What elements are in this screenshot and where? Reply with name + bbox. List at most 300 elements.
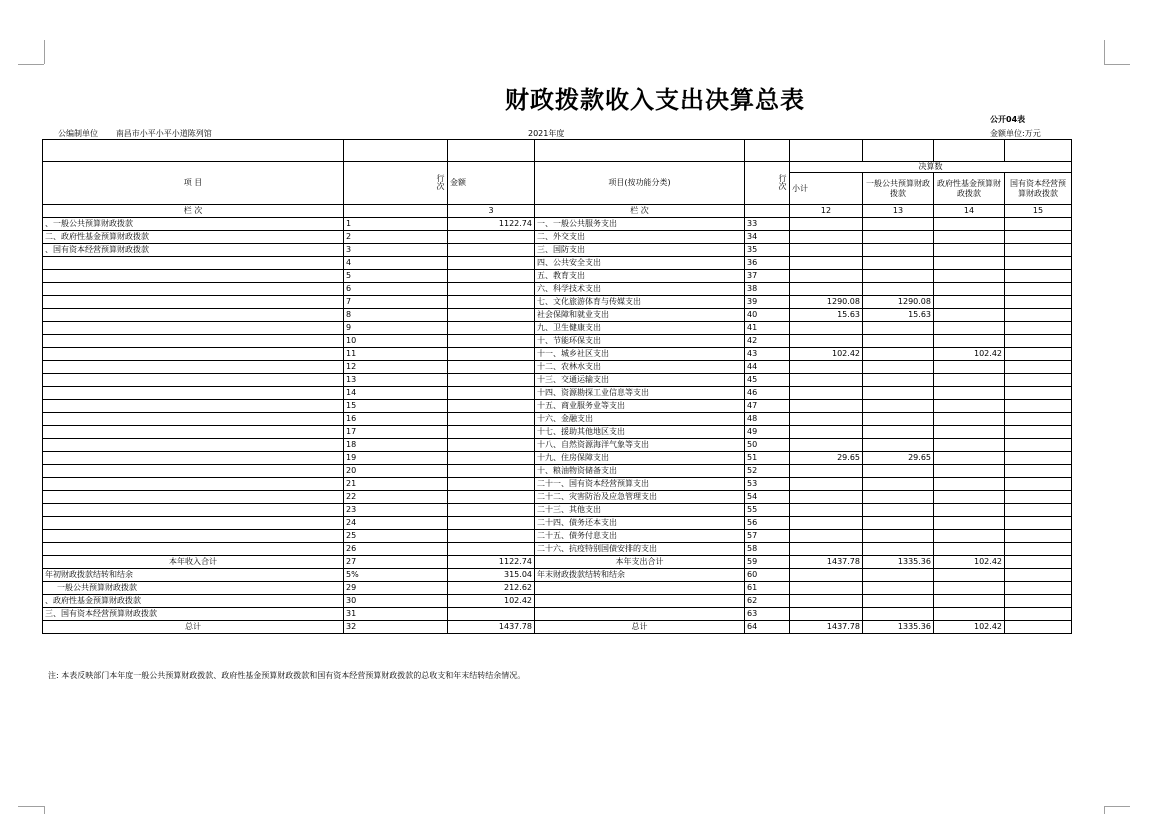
row-func-no: 61	[745, 582, 790, 595]
row-subtotal: 102.42	[790, 348, 863, 361]
row-item	[43, 296, 344, 309]
row-no: 30	[344, 595, 448, 608]
row-func-item: 五、教育支出	[535, 270, 745, 283]
table-row	[43, 335, 1072, 348]
row-general	[863, 530, 934, 543]
row-func-no: 39	[745, 296, 790, 309]
table-row	[43, 608, 1072, 621]
row-func-no: 44	[745, 361, 790, 374]
row-amount	[448, 387, 535, 400]
row-no: 22	[344, 491, 448, 504]
row-general: 15.63	[863, 309, 934, 322]
crop-mark	[1104, 64, 1130, 65]
row-amount: 212.62	[448, 582, 535, 595]
row-general	[863, 335, 934, 348]
row-no: 19	[344, 452, 448, 465]
row-state	[1005, 465, 1072, 478]
row-no: 18	[344, 439, 448, 452]
row-func-no: 50	[745, 439, 790, 452]
colnum-amount: 3	[448, 205, 535, 218]
row-state	[1005, 530, 1072, 543]
header-row-no-2	[745, 162, 790, 205]
table-row	[43, 400, 1072, 413]
row-func-item: 二十二、灾害防治及应急管理支出	[535, 491, 745, 504]
row-subtotal	[790, 361, 863, 374]
row-gov	[934, 270, 1005, 283]
row-func-no: 34	[745, 231, 790, 244]
row-item	[43, 452, 344, 465]
row-no: 3	[344, 244, 448, 257]
row-subtotal	[790, 543, 863, 556]
row-item: 一般公共预算财政拨款	[43, 582, 344, 595]
row-func-item	[535, 595, 745, 608]
row-func-no: 38	[745, 283, 790, 296]
row-no: 17	[344, 426, 448, 439]
table-row	[43, 439, 1072, 452]
row-subtotal: 1437.78	[790, 621, 863, 634]
row-general	[863, 569, 934, 582]
row-state	[1005, 504, 1072, 517]
row-general	[863, 361, 934, 374]
row-no: 21	[344, 478, 448, 491]
row-func-item	[535, 608, 745, 621]
row-amount	[448, 296, 535, 309]
row-subtotal	[790, 374, 863, 387]
row-item	[43, 361, 344, 374]
row-func-no: 52	[745, 465, 790, 478]
row-func-no: 63	[745, 608, 790, 621]
row-item	[43, 517, 344, 530]
row-func-no: 64	[745, 621, 790, 634]
row-func-item: 七、文化旅游体育与传媒支出	[535, 296, 745, 309]
row-no: 29	[344, 582, 448, 595]
row-item	[43, 491, 344, 504]
row-state	[1005, 244, 1072, 257]
colnum-row-no	[344, 205, 448, 218]
row-amount	[448, 426, 535, 439]
row-gov	[934, 322, 1005, 335]
header-general-budget: 一般公共预算财政拨款	[863, 173, 934, 205]
row-gov	[934, 478, 1005, 491]
row-state	[1005, 569, 1072, 582]
header-row-1	[43, 162, 1072, 173]
row-func-item: 十五、商业服务业等支出	[535, 400, 745, 413]
crop-mark	[44, 40, 45, 64]
row-state	[1005, 413, 1072, 426]
table-row	[43, 621, 1072, 634]
row-gov	[934, 283, 1005, 296]
row-gov	[934, 569, 1005, 582]
row-func-item: 十二、农林水支出	[535, 361, 745, 374]
row-state	[1005, 517, 1072, 530]
header-gov-fund: 政府性基金预算财政拨款	[934, 173, 1005, 205]
row-amount: 102.42	[448, 595, 535, 608]
row-item: 三、国有资本经营预算财政拨款	[43, 608, 344, 621]
row-general: 1335.36	[863, 621, 934, 634]
row-state	[1005, 309, 1072, 322]
row-item: 、一般公共预算财政拨款	[43, 218, 344, 231]
table-row	[43, 543, 1072, 556]
row-amount	[448, 244, 535, 257]
table-row	[43, 231, 1072, 244]
row-no: 20	[344, 465, 448, 478]
row-func-item	[535, 582, 745, 595]
row-state	[1005, 452, 1072, 465]
table-row	[43, 595, 1072, 608]
table-row	[43, 374, 1072, 387]
row-general	[863, 374, 934, 387]
row-func-no: 51	[745, 452, 790, 465]
row-amount	[448, 270, 535, 283]
row-subtotal: 29.65	[790, 452, 863, 465]
row-state	[1005, 556, 1072, 569]
row-item	[43, 348, 344, 361]
row-gov	[934, 491, 1005, 504]
row-general	[863, 543, 934, 556]
row-state	[1005, 426, 1072, 439]
row-subtotal	[790, 413, 863, 426]
row-func-no: 55	[745, 504, 790, 517]
row-func-no: 37	[745, 270, 790, 283]
row-no: 23	[344, 504, 448, 517]
header-spacer-row	[43, 140, 1072, 162]
crop-mark	[18, 64, 44, 65]
row-func-item: 一、一般公共服务支出	[535, 218, 745, 231]
row-general	[863, 270, 934, 283]
row-subtotal	[790, 478, 863, 491]
header-row-no-text: 行次	[436, 173, 445, 190]
row-item: 、国有资本经营预算财政拨款	[43, 244, 344, 257]
row-subtotal	[790, 244, 863, 257]
table-row	[43, 283, 1072, 296]
row-general: 29.65	[863, 452, 934, 465]
row-general	[863, 387, 934, 400]
row-subtotal	[790, 283, 863, 296]
row-gov	[934, 335, 1005, 348]
row-gov	[934, 218, 1005, 231]
row-item	[43, 400, 344, 413]
row-func-no: 41	[745, 322, 790, 335]
row-gov	[934, 517, 1005, 530]
row-state	[1005, 400, 1072, 413]
row-subtotal	[790, 465, 863, 478]
row-general	[863, 595, 934, 608]
row-func-item: 三、国防支出	[535, 244, 745, 257]
row-amount	[448, 439, 535, 452]
crop-mark	[18, 806, 44, 807]
row-no: 14	[344, 387, 448, 400]
row-func-no: 53	[745, 478, 790, 491]
row-item	[43, 530, 344, 543]
row-state	[1005, 296, 1072, 309]
colnum-general: 13	[863, 205, 934, 218]
row-subtotal	[790, 322, 863, 335]
row-gov: 102.42	[934, 621, 1005, 634]
row-amount	[448, 465, 535, 478]
row-func-item: 年末财政拨款结转和结余	[535, 569, 745, 582]
row-item	[43, 426, 344, 439]
row-no: 16	[344, 413, 448, 426]
org-label: 公编制单位	[58, 129, 98, 138]
table-row	[43, 270, 1072, 283]
org-line	[58, 128, 212, 139]
row-func-no: 60	[745, 569, 790, 582]
row-amount	[448, 309, 535, 322]
row-general	[863, 582, 934, 595]
row-no: 27	[344, 556, 448, 569]
row-item	[43, 257, 344, 270]
row-state	[1005, 348, 1072, 361]
row-amount	[448, 283, 535, 296]
row-subtotal	[790, 400, 863, 413]
row-subtotal	[790, 270, 863, 283]
header-subtotal: 小计	[790, 173, 863, 205]
row-item	[43, 283, 344, 296]
row-state	[1005, 387, 1072, 400]
row-general	[863, 517, 934, 530]
row-amount	[448, 452, 535, 465]
table-row	[43, 361, 1072, 374]
table-row	[43, 218, 1072, 231]
row-gov	[934, 504, 1005, 517]
table-row	[43, 504, 1072, 517]
org-name: 南昌市小平小平小道陈列馆	[115, 129, 212, 138]
row-func-no: 47	[745, 400, 790, 413]
row-item	[43, 270, 344, 283]
row-subtotal	[790, 491, 863, 504]
row-general	[863, 491, 934, 504]
header-amount: 金额	[448, 162, 535, 205]
colnum-row-no-2	[745, 205, 790, 218]
row-gov	[934, 465, 1005, 478]
row-subtotal	[790, 530, 863, 543]
table-row	[43, 530, 1072, 543]
row-func-item: 总计	[535, 621, 745, 634]
row-general	[863, 244, 934, 257]
unit-label: 金额单位:万元	[990, 129, 1041, 138]
row-subtotal	[790, 218, 863, 231]
row-state	[1005, 374, 1072, 387]
row-amount: 1437.78	[448, 621, 535, 634]
row-func-item: 四、公共安全支出	[535, 257, 745, 270]
row-gov	[934, 231, 1005, 244]
row-subtotal	[790, 387, 863, 400]
row-amount	[448, 491, 535, 504]
table-row	[43, 478, 1072, 491]
row-item	[43, 374, 344, 387]
row-no: 24	[344, 517, 448, 530]
row-func-item: 社会保障和就业支出	[535, 309, 745, 322]
colnum-item: 栏 次	[43, 205, 344, 218]
row-subtotal	[790, 504, 863, 517]
row-amount	[448, 348, 535, 361]
row-general	[863, 465, 934, 478]
row-subtotal	[790, 335, 863, 348]
row-general	[863, 426, 934, 439]
row-no: 9	[344, 322, 448, 335]
row-general	[863, 504, 934, 517]
table-row	[43, 244, 1072, 257]
row-item	[43, 387, 344, 400]
row-func-item: 二、外交支出	[535, 231, 745, 244]
row-no: 26	[344, 543, 448, 556]
row-func-item: 十一、城乡社区支出	[535, 348, 745, 361]
row-gov	[934, 543, 1005, 556]
row-general	[863, 348, 934, 361]
row-func-item: 二十一、国有资本经营预算支出	[535, 478, 745, 491]
header-func-item: 项目(按功能分类)	[535, 162, 745, 205]
table-row	[43, 465, 1072, 478]
row-state	[1005, 257, 1072, 270]
row-state	[1005, 543, 1072, 556]
row-item: 二、政府性基金预算财政拨款	[43, 231, 344, 244]
row-amount	[448, 608, 535, 621]
row-item	[43, 413, 344, 426]
row-amount	[448, 322, 535, 335]
row-no: 10	[344, 335, 448, 348]
row-gov	[934, 413, 1005, 426]
row-subtotal	[790, 426, 863, 439]
row-subtotal	[790, 517, 863, 530]
row-subtotal	[790, 231, 863, 244]
row-amount	[448, 335, 535, 348]
row-state	[1005, 218, 1072, 231]
row-general	[863, 478, 934, 491]
row-item: 本年收入合计	[43, 556, 344, 569]
header-row-no-2-text: 行次	[778, 173, 787, 190]
row-func-item: 十七、援助其他地区支出	[535, 426, 745, 439]
row-func-item: 本年支出合计	[535, 556, 745, 569]
row-gov	[934, 244, 1005, 257]
row-general: 1290.08	[863, 296, 934, 309]
row-state	[1005, 361, 1072, 374]
row-func-item: 十、粮油物资储备支出	[535, 465, 745, 478]
row-gov	[934, 439, 1005, 452]
row-gov	[934, 608, 1005, 621]
column-number-row	[43, 205, 1072, 218]
row-func-no: 59	[745, 556, 790, 569]
row-func-item: 二十三、其他支出	[535, 504, 745, 517]
row-state	[1005, 270, 1072, 283]
row-gov	[934, 530, 1005, 543]
row-func-no: 43	[745, 348, 790, 361]
page-title: 财政拨款收入支出决算总表	[505, 86, 805, 114]
row-item	[43, 439, 344, 452]
row-item	[43, 335, 344, 348]
colnum-subtotal: 12	[790, 205, 863, 218]
row-subtotal	[790, 257, 863, 270]
row-gov	[934, 374, 1005, 387]
row-amount	[448, 257, 535, 270]
row-func-no: 36	[745, 257, 790, 270]
row-no: 32	[344, 621, 448, 634]
row-general	[863, 608, 934, 621]
row-item: 、政府性基金预算财政拨款	[43, 595, 344, 608]
row-func-no: 57	[745, 530, 790, 543]
row-func-item: 二十四、债务还本支出	[535, 517, 745, 530]
row-no: 11	[344, 348, 448, 361]
colnum-gov: 14	[934, 205, 1005, 218]
header-item: 项 目	[43, 162, 344, 205]
row-amount	[448, 543, 535, 556]
row-func-no: 45	[745, 374, 790, 387]
row-amount: 315.04	[448, 569, 535, 582]
table-body	[43, 140, 1072, 634]
row-gov	[934, 595, 1005, 608]
row-gov	[934, 296, 1005, 309]
row-state	[1005, 439, 1072, 452]
table-row	[43, 491, 1072, 504]
table-row	[43, 413, 1072, 426]
row-gov	[934, 387, 1005, 400]
row-func-no: 46	[745, 387, 790, 400]
row-func-item: 十九、住房保障支出	[535, 452, 745, 465]
row-gov	[934, 257, 1005, 270]
table-row	[43, 309, 1072, 322]
table-row	[43, 426, 1072, 439]
table-row	[43, 257, 1072, 270]
row-subtotal: 15.63	[790, 309, 863, 322]
row-general	[863, 283, 934, 296]
row-amount	[448, 517, 535, 530]
footnote: 注: 本表反映部门本年度一般公共预算财政拨款、政府性基金预算财政拨款和国有资本经营预算财政拨款的总收支和年末结转结余情况。	[48, 671, 526, 680]
row-func-no: 42	[745, 335, 790, 348]
row-general	[863, 439, 934, 452]
row-func-item: 九、卫生健康支出	[535, 322, 745, 335]
row-func-no: 35	[745, 244, 790, 257]
colnum-func: 栏 次	[535, 205, 745, 218]
row-no: 15	[344, 400, 448, 413]
row-state	[1005, 582, 1072, 595]
row-amount	[448, 374, 535, 387]
row-no: 7	[344, 296, 448, 309]
row-amount	[448, 400, 535, 413]
table-row	[43, 582, 1072, 595]
crop-mark	[44, 806, 45, 814]
colnum-state: 15	[1005, 205, 1072, 218]
row-func-no: 48	[745, 413, 790, 426]
row-general: 1335.36	[863, 556, 934, 569]
row-func-no: 40	[745, 309, 790, 322]
row-general	[863, 218, 934, 231]
row-gov	[934, 426, 1005, 439]
header-settlement: 决算数	[790, 162, 1072, 173]
row-general	[863, 400, 934, 413]
row-func-item: 十六、金融支出	[535, 413, 745, 426]
row-item	[43, 478, 344, 491]
row-amount	[448, 413, 535, 426]
row-state	[1005, 231, 1072, 244]
row-general	[863, 322, 934, 335]
row-func-item: 十四、资源勘探工业信息等支出	[535, 387, 745, 400]
crop-mark	[1104, 40, 1105, 64]
row-func-no: 49	[745, 426, 790, 439]
table-row	[43, 556, 1072, 569]
table-row	[43, 348, 1072, 361]
year-label: 2021年度	[528, 129, 565, 138]
row-func-item: 十八、自然资源海洋气象等支出	[535, 439, 745, 452]
row-gov	[934, 400, 1005, 413]
row-subtotal: 1437.78	[790, 556, 863, 569]
row-func-no: 54	[745, 491, 790, 504]
crop-mark	[1104, 806, 1130, 807]
row-gov	[934, 361, 1005, 374]
row-func-item: 十、节能环保支出	[535, 335, 745, 348]
row-subtotal	[790, 608, 863, 621]
table-row	[43, 296, 1072, 309]
row-state	[1005, 608, 1072, 621]
row-state	[1005, 478, 1072, 491]
